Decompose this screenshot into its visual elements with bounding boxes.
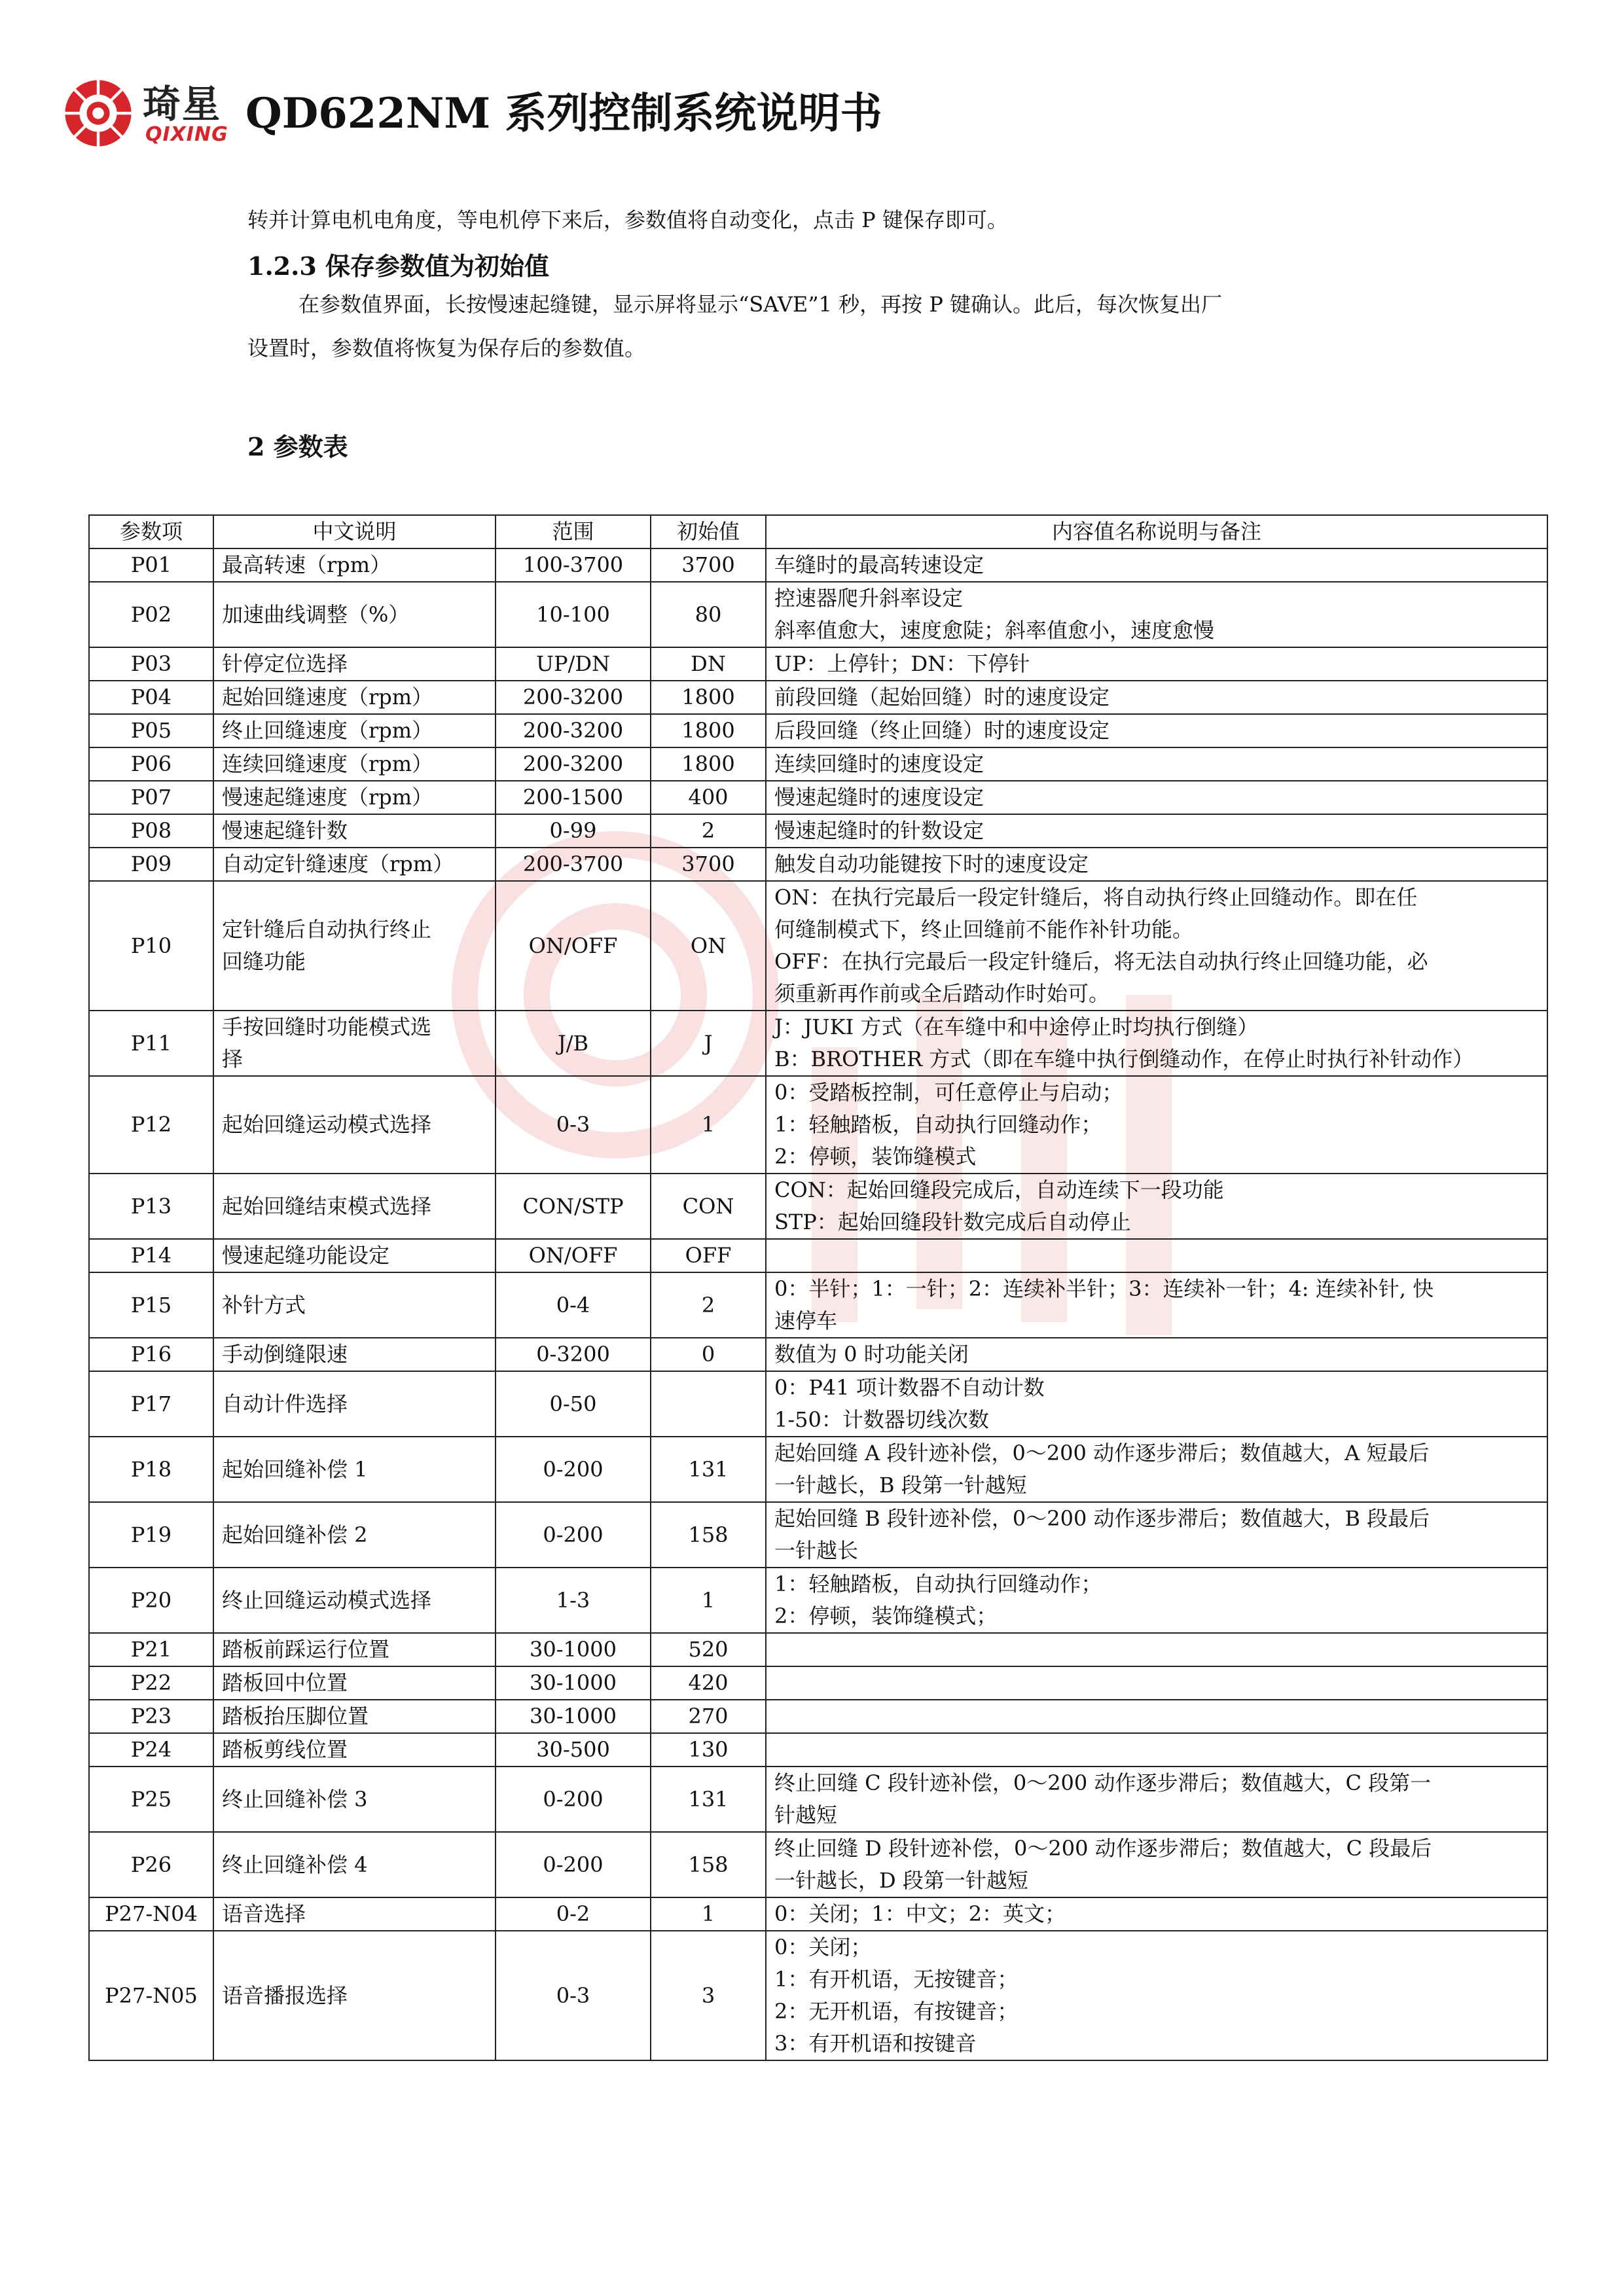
param-name-line: 终止回缝速度（rpm） <box>222 718 433 743</box>
param-name-line: 语音播报选择 <box>222 1982 348 2008</box>
table-row <box>89 1568 1547 1633</box>
param-name <box>213 582 496 647</box>
document-title: QD622NM 系列控制系统说明书 <box>245 89 882 138</box>
param-code: P21 <box>89 1633 213 1666</box>
param-note-line: 一针越长 <box>774 1538 859 1563</box>
param-note-line: 起始回缝 A 段针迹补偿，0～200 动作逐步滞后；数值越大，A 短最后 <box>774 1441 1430 1465</box>
param-name <box>213 1502 496 1568</box>
param-note-line: 3：有开机语和按键音 <box>774 2031 977 2056</box>
param-note-line: OFF：在执行完最后一段定针缝后，将无法自动执行终止回缝功能，必 <box>774 949 1428 974</box>
param-default: 420 <box>651 1666 766 1700</box>
table-row <box>89 1897 1547 1931</box>
param-range: 200-3700 <box>496 848 651 881</box>
param-range: 10-100 <box>496 582 651 647</box>
param-range: 0-200 <box>496 1767 651 1832</box>
brand-name-cn: 琦星 <box>143 82 222 126</box>
param-note-line: 2：无开机语，有按键音； <box>774 1999 1019 2024</box>
param-note-line: 起始回缝 B 段针迹补偿，0～200 动作逐步滞后；数值越大，B 段最后 <box>774 1506 1430 1531</box>
param-name-line: 手动倒缝限速 <box>222 1342 348 1367</box>
param-note <box>766 681 1547 714</box>
param-code: P26 <box>89 1832 213 1897</box>
param-note-line: 后段回缝（终止回缝）时的速度设定 <box>774 718 1110 743</box>
param-name-line: 手按回缝时功能模式选 <box>222 1014 432 1039</box>
param-name-line: 语音选择 <box>222 1901 306 1926</box>
param-note <box>766 1832 1547 1897</box>
param-note <box>766 1700 1547 1733</box>
param-name <box>213 1633 496 1666</box>
param-name-line: 终止回缝运动模式选择 <box>222 1587 432 1613</box>
param-note-line: B：BROTHER 方式（即在车缝中执行倒缝动作，在停止时执行补针动作） <box>774 1047 1474 1071</box>
param-note <box>766 1239 1547 1272</box>
param-name <box>213 848 496 881</box>
param-note <box>766 1568 1547 1633</box>
param-code: P01 <box>89 548 213 582</box>
param-default: 0 <box>651 1338 766 1371</box>
param-name <box>213 781 496 814</box>
param-name <box>213 1371 496 1437</box>
table-row <box>89 647 1547 681</box>
param-note <box>766 781 1547 814</box>
param-code: P13 <box>89 1174 213 1239</box>
param-note <box>766 1767 1547 1832</box>
param-note <box>766 1897 1547 1931</box>
param-name <box>213 1666 496 1700</box>
column-header-default: 初始值 <box>651 515 766 548</box>
table-row <box>89 1733 1547 1767</box>
table-row <box>89 1700 1547 1733</box>
table-row <box>89 1076 1547 1174</box>
parameter-table <box>88 514 1548 2061</box>
param-name-line: 踏板剪线位置 <box>222 1737 348 1762</box>
param-range: 0-50 <box>496 1371 651 1437</box>
param-note <box>766 1011 1547 1076</box>
param-note-line: 车缝时的最高转速设定 <box>774 552 984 577</box>
param-note-line: 数值为 0 时功能关闭 <box>774 1342 969 1367</box>
column-header-notes: 内容值名称说明与备注 <box>766 515 1547 548</box>
param-note-line: 慢速起缝时的针数设定 <box>774 818 984 843</box>
param-name-line: 最高转速（rpm） <box>222 552 391 577</box>
param-note-line <box>774 1240 1539 1272</box>
param-name-line: 慢速起缝速度（rpm） <box>222 785 433 810</box>
param-note-line: 1：轻触踏板，自动执行回缝动作； <box>774 1571 1102 1596</box>
param-note-line <box>774 1734 1539 1766</box>
param-note-line: 一针越长，D 段第一针越短 <box>774 1868 1028 1893</box>
param-code: P05 <box>89 714 213 747</box>
param-name <box>213 1338 496 1371</box>
param-name-line: 针停定位选择 <box>222 651 348 676</box>
param-default: 520 <box>651 1633 766 1666</box>
param-range: 200-3200 <box>496 714 651 747</box>
param-note-line <box>774 1634 1539 1666</box>
param-note <box>766 848 1547 881</box>
param-note <box>766 1733 1547 1767</box>
param-name <box>213 1437 496 1502</box>
param-note-line: 0：半针；1：一针；2：连续补半针；3：连续补一针；4: 连续补针, 快 <box>774 1276 1434 1301</box>
param-name <box>213 747 496 781</box>
param-name-line: 踏板抬压脚位置 <box>222 1704 369 1729</box>
param-note-line: J：JUKI 方式（在车缝中和中途停止时均执行倒缝） <box>774 1014 1259 1039</box>
param-range: ON/OFF <box>496 1239 651 1272</box>
param-note-line: 0：P41 项计数器不自动计数 <box>774 1375 1045 1400</box>
param-code: P15 <box>89 1272 213 1338</box>
param-note-line: 终止回缝 D 段针迹补偿，0～200 动作逐步滞后；数值越大，C 段最后 <box>774 1836 1432 1861</box>
param-name-line: 起始回缝结束模式选择 <box>222 1193 432 1219</box>
param-default: 1800 <box>651 747 766 781</box>
param-code: P19 <box>89 1502 213 1568</box>
param-name <box>213 1011 496 1076</box>
param-name <box>213 714 496 747</box>
param-code: P06 <box>89 747 213 781</box>
param-name <box>213 548 496 582</box>
table-row <box>89 747 1547 781</box>
page-header <box>62 72 1568 151</box>
table-row <box>89 1633 1547 1666</box>
param-note-line: 0：关闭； <box>774 1935 872 1960</box>
param-note <box>766 814 1547 848</box>
param-code: P23 <box>89 1700 213 1733</box>
param-code: P08 <box>89 814 213 848</box>
table-row <box>89 1371 1547 1437</box>
param-name <box>213 647 496 681</box>
table-row <box>89 1011 1547 1076</box>
table-row <box>89 1338 1547 1371</box>
param-name-line: 择 <box>222 1047 244 1071</box>
param-range: 30-500 <box>496 1733 651 1767</box>
table-row <box>89 814 1547 848</box>
param-code: P16 <box>89 1338 213 1371</box>
param-name-line: 连续回缝速度（rpm） <box>222 751 433 776</box>
param-note <box>766 1338 1547 1371</box>
param-note-line: CON：起始回缝段完成后，自动连续下一段功能 <box>774 1177 1224 1202</box>
param-code: P25 <box>89 1767 213 1832</box>
param-code: P18 <box>89 1437 213 1502</box>
param-name <box>213 1568 496 1633</box>
param-default: 3 <box>651 1931 766 2060</box>
param-note-line: 终止回缝 C 段针迹补偿，0～200 动作逐步滞后；数值越大，C 段第一 <box>774 1770 1432 1795</box>
param-default: J <box>651 1011 766 1076</box>
param-range: ON/OFF <box>496 881 651 1011</box>
param-default: 1 <box>651 1897 766 1931</box>
param-range: 30-1000 <box>496 1700 651 1733</box>
param-note <box>766 881 1547 1011</box>
param-code: P10 <box>89 881 213 1011</box>
table-row <box>89 1666 1547 1700</box>
param-code: P20 <box>89 1568 213 1633</box>
qixing-logo-icon <box>62 77 134 149</box>
param-name <box>213 814 496 848</box>
table-row <box>89 582 1547 647</box>
param-range: 200-3200 <box>496 747 651 781</box>
table-row <box>89 1931 1547 2060</box>
param-name <box>213 1897 496 1931</box>
param-range: 100-3700 <box>496 548 651 582</box>
param-default: CON <box>651 1174 766 1239</box>
param-range: 1-3 <box>496 1568 651 1633</box>
column-header-range: 范围 <box>496 515 651 548</box>
param-note-line: 一针越长，B 段第一针越短 <box>774 1473 1027 1498</box>
param-note-line: 速停车 <box>774 1308 838 1333</box>
param-code: P22 <box>89 1666 213 1700</box>
table-body <box>89 548 1547 2060</box>
param-code: P24 <box>89 1733 213 1767</box>
param-name-line: 慢速起缝功能设定 <box>222 1243 390 1268</box>
param-name <box>213 1239 496 1272</box>
param-default: 158 <box>651 1832 766 1897</box>
param-note-line: 触发自动功能键按下时的速度设定 <box>774 852 1089 876</box>
param-name <box>213 1931 496 2060</box>
param-default: 3700 <box>651 848 766 881</box>
param-default: 3700 <box>651 548 766 582</box>
param-name <box>213 1767 496 1832</box>
param-name <box>213 1832 496 1897</box>
param-default: 1800 <box>651 714 766 747</box>
param-code: P27-N05 <box>89 1931 213 2060</box>
param-default: 2 <box>651 814 766 848</box>
param-name-line: 踏板回中位置 <box>222 1670 348 1695</box>
param-name-line: 自动定针缝速度（rpm） <box>222 852 454 876</box>
param-note <box>766 582 1547 647</box>
table-row <box>89 714 1547 747</box>
param-range: 0-3 <box>496 1931 651 2060</box>
param-code: P17 <box>89 1371 213 1437</box>
param-code: P03 <box>89 647 213 681</box>
param-note-line <box>774 1667 1539 1699</box>
table-row <box>89 548 1547 582</box>
table-row <box>89 1502 1547 1568</box>
param-name-line: 起始回缝速度（rpm） <box>222 685 433 709</box>
param-range: 0-4 <box>496 1272 651 1338</box>
table-row <box>89 781 1547 814</box>
param-default <box>651 1371 766 1437</box>
column-header-name: 中文说明 <box>213 515 496 548</box>
param-default: 1 <box>651 1076 766 1174</box>
param-default: 2 <box>651 1272 766 1338</box>
param-note-line: 前段回缝（起始回缝）时的速度设定 <box>774 685 1110 709</box>
brand-name-en: QIXING <box>145 123 228 146</box>
param-name <box>213 681 496 714</box>
param-note <box>766 548 1547 582</box>
param-name-line: 踏板前踩运行位置 <box>222 1637 390 1662</box>
param-code: P27-N04 <box>89 1897 213 1931</box>
param-code: P02 <box>89 582 213 647</box>
table-row <box>89 1272 1547 1338</box>
param-default: 1 <box>651 1568 766 1633</box>
param-range: J/B <box>496 1011 651 1076</box>
param-range: 0-200 <box>496 1502 651 1568</box>
param-code: P09 <box>89 848 213 881</box>
param-note-line: 须重新再作前或全后踏动作时始可。 <box>774 981 1110 1006</box>
paragraph-line-2: 设置时，参数值将恢复为保存后的参数值。 <box>247 336 646 361</box>
param-range: 0-200 <box>496 1437 651 1502</box>
param-default: DN <box>651 647 766 681</box>
param-note-line: 0：关闭；1：中文；2：英文； <box>774 1901 1066 1926</box>
param-note-line: 控速器爬升斜率设定 <box>774 586 964 611</box>
param-default: 1800 <box>651 681 766 714</box>
param-note <box>766 1272 1547 1338</box>
param-name <box>213 1076 496 1174</box>
param-note <box>766 1371 1547 1437</box>
param-code: P07 <box>89 781 213 814</box>
param-name-line: 加速曲线调整（%） <box>222 601 410 627</box>
param-name-line: 慢速起缝针数 <box>222 818 348 843</box>
param-default: 131 <box>651 1437 766 1502</box>
paragraph-line-1: 在参数值界面，长按慢速起缝键，显示屏将显示“SAVE”1 秒，再按 P 键确认。此后，每次恢复出厂 <box>298 292 1223 317</box>
param-code: P12 <box>89 1076 213 1174</box>
param-note <box>766 1437 1547 1502</box>
param-name-line: 起始回缝补偿 2 <box>222 1522 368 1547</box>
section-heading-2: 2 参数表 <box>247 432 348 461</box>
param-range: 30-1000 <box>496 1633 651 1666</box>
param-name <box>213 881 496 1011</box>
param-note <box>766 1633 1547 1666</box>
param-default: 80 <box>651 582 766 647</box>
param-name-line: 回缝功能 <box>222 949 306 974</box>
param-note-line: 斜率值愈大，速度愈陡；斜率值愈小，速度愈慢 <box>774 618 1215 643</box>
table-header-row <box>89 515 1547 548</box>
table-row <box>89 1437 1547 1502</box>
param-default: ON <box>651 881 766 1011</box>
param-note-line: 慢速起缝时的速度设定 <box>774 785 984 810</box>
param-range: 30-1000 <box>496 1666 651 1700</box>
param-note-line <box>774 1700 1539 1732</box>
param-note <box>766 1931 1547 2060</box>
param-name-line: 终止回缝补偿 3 <box>222 1786 368 1812</box>
param-note-line: STP：起始回缝段针数完成后自动停止 <box>774 1210 1131 1234</box>
param-name-line: 起始回缝运动模式选择 <box>222 1112 432 1137</box>
param-default: 158 <box>651 1502 766 1568</box>
param-range: CON/STP <box>496 1174 651 1239</box>
param-name <box>213 1272 496 1338</box>
param-note-line: 何缝制模式下，终止回缝前不能作补针功能。 <box>774 917 1194 942</box>
param-default: 270 <box>651 1700 766 1733</box>
param-note-line: 连续回缝时的速度设定 <box>774 751 984 776</box>
table-row <box>89 848 1547 881</box>
param-note <box>766 747 1547 781</box>
param-name <box>213 1700 496 1733</box>
table-row <box>89 1767 1547 1832</box>
param-range: 0-2 <box>496 1897 651 1931</box>
param-default: 131 <box>651 1767 766 1832</box>
param-note-line: 2：停顿，装饰缝模式 <box>774 1144 977 1169</box>
param-range: 0-99 <box>496 814 651 848</box>
param-note-line: ON：在执行完最后一段定针缝后，将自动执行终止回缝动作。即在任 <box>774 885 1418 910</box>
param-note <box>766 1174 1547 1239</box>
param-name-line: 终止回缝补偿 4 <box>222 1852 368 1877</box>
param-code: P11 <box>89 1011 213 1076</box>
param-default: 400 <box>651 781 766 814</box>
param-name-line: 补针方式 <box>222 1292 306 1318</box>
param-code: P14 <box>89 1239 213 1272</box>
param-note-line: 0：受踏板控制，可任意停止与启动； <box>774 1080 1123 1105</box>
param-range: 0-200 <box>496 1832 651 1897</box>
param-note <box>766 1666 1547 1700</box>
intro-line: 转并计算电机电角度，等电机停下来后，参数值将自动变化，点击 P 键保存即可。 <box>247 207 1008 232</box>
param-note-line: 1-50：计数器切线次数 <box>774 1407 989 1432</box>
param-name-line: 起始回缝补偿 1 <box>222 1456 368 1482</box>
param-range: 0-3 <box>496 1076 651 1174</box>
param-range: 0-3200 <box>496 1338 651 1371</box>
table-row <box>89 1832 1547 1897</box>
param-note-line: 2：停顿，装饰缝模式； <box>774 1604 998 1628</box>
param-name-line: 定针缝后自动执行终止 <box>222 917 432 942</box>
param-range: UP/DN <box>496 647 651 681</box>
param-note <box>766 647 1547 681</box>
table-row <box>89 881 1547 1011</box>
param-note <box>766 714 1547 747</box>
param-note-line: 针越短 <box>774 1803 838 1827</box>
param-code: P04 <box>89 681 213 714</box>
table-row <box>89 1174 1547 1239</box>
param-range: 200-3200 <box>496 681 651 714</box>
param-note-line: UP：上停针；DN：下停针 <box>774 651 1030 676</box>
param-note <box>766 1076 1547 1174</box>
param-range: 200-1500 <box>496 781 651 814</box>
section-heading-1-2-3: 1.2.3 保存参数值为初始值 <box>247 251 550 281</box>
param-note-line: 1：轻触踏板，自动执行回缝动作； <box>774 1112 1102 1137</box>
param-name <box>213 1174 496 1239</box>
param-note <box>766 1502 1547 1568</box>
param-name <box>213 1733 496 1767</box>
param-name-line: 自动计件选择 <box>222 1391 348 1416</box>
param-default: 130 <box>651 1733 766 1767</box>
column-header-code: 参数项 <box>89 515 213 548</box>
table-row <box>89 681 1547 714</box>
param-note-line: 1：有开机语，无按键音； <box>774 1967 1019 1992</box>
param-default: OFF <box>651 1239 766 1272</box>
table-row <box>89 1239 1547 1272</box>
